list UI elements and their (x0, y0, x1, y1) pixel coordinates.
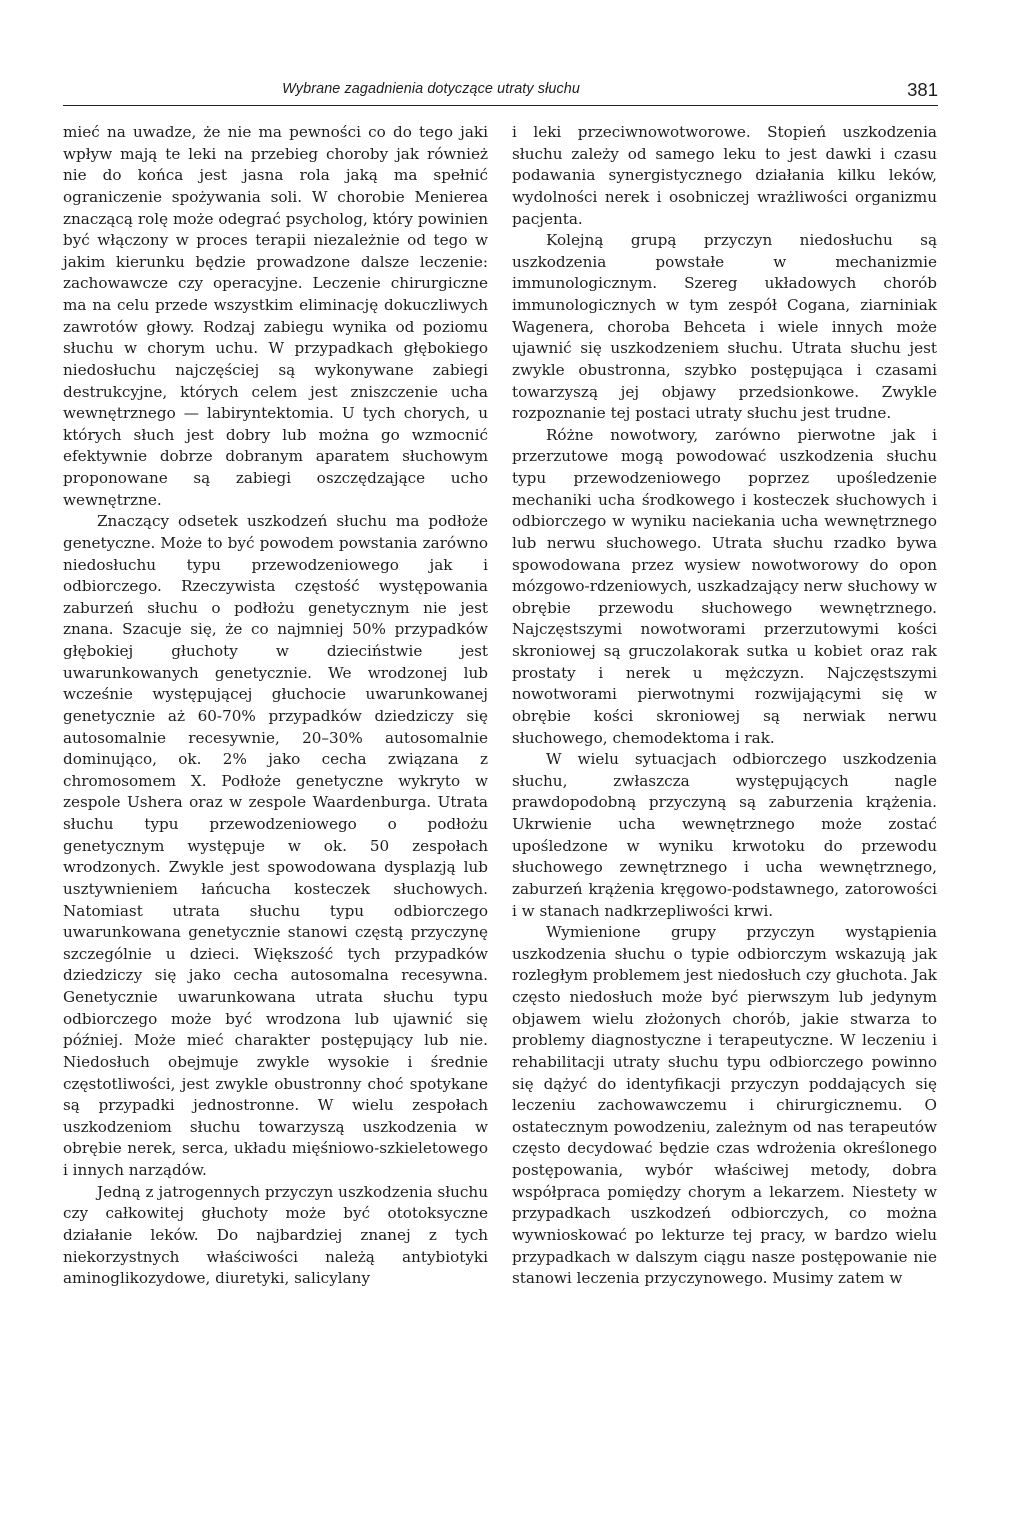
paragraph: Kolejną grupą przyczyn niedosłuchu są uszkodzenia powstałe w mechanizmie immunologicznym. Szereg układowych chorób immunologicznych w tym zespół Cogana, ziarniniak Wagenera, choroba Behceta i wiele innych może ujawnić się uszkodzeniem słuchu. Utrata słuchu jest zwykle obustronna, szybko postępująca i czasami towarzyszą jej objawy przedsionkowe. Zwykle rozpoznanie tej postaci utraty słuchu jest trudne. (512, 231, 937, 423)
running-title: Wybrane zagadnienia dotyczące utraty słuchu (282, 81, 580, 97)
paragraph: Wymienione grupy przyczyn wystąpienia uszkodzenia słuchu o typie odbiorczym wskazują jak rozległym problemem jest niedosłuch czy głuchota. Jak często niedosłuch może być pierwszym lub jedynym objawem wielu złożonych chorób, jakie stwarza to problemy diagnostyczne i terapeutyczne. W leczeniu i rehabilitacji utraty słuchu typu odbiorczego powinno się dążyć do identyfikacji przyczyn poddających się leczeniu zachowawczemu i chirurgicznemu. O ostatecznym powodzeniu, zależnym od nas terapeutów często decydować będzie czas wdrożenia określonego postępowania, wybór właściwej metody, dobra współpraca pomiędzy chorym a lekarzem. Niestety w przypadkach uszkodzeń odbiorczych, co można wywnioskować po lekturze tej pracy, w bardzo wielu przypadkach w dalszym ciągu nasze postępowanie nie stanowi leczenia przyczynowego. Musimy zatem w (512, 923, 937, 1288)
paragraph: Jedną z jatrogennych przyczyn uszkodzenia słuchu czy całkowitej głuchoty może być ototoksyczne działanie leków. Do najbardziej znanej z tych niekorzystnych właściwości należą antybiotyki aminoglikozydowe, diuretyki, salicylany (63, 1182, 488, 1288)
paragraph: mieć na uwadze, że nie ma pewności co do tego jaki wpływ mają te leki na przebieg choroby jak również nie do końca jest jasna rola jaką ma spełnić ograniczenie spożywania soli. W chorobie Menierea znaczącą rolę może odegrać psycholog, który powinien być włączony w proces terapii niezależnie od tego w jakim kierunku będzie prowadzone dalsze leczenie: zachowawcze czy operacyjne. Leczenie chirurgiczne ma na celu przede wszystkim eliminację dokuczliwych zawrotów głowy. Rodzaj zabiegu wynika od poziomu słuchu w chorym uchu. W przypadkach głębokiego niedosłuchu najczęściej są wykonywane zabiegi destrukcyjne, których celem jest zniszczenie ucha wewnętrznego — labiryntektomia. U tych chorych, u których słuch jest dobry lub można go wzmocnić efektywnie dobrze dobranym aparatem słuchowym proponowane są zabiegi oszczędzające ucho wewnętrzne. (63, 123, 488, 509)
paragraph: Znaczący odsetek uszkodzeń słuchu ma podłoże genetyczne. Może to być powodem powstania zarówno niedosłuchu typu przewodzeniowego jak i odbiorczego. Rzeczywista częstość występowania zaburzeń słuchu o podłożu genetycznym nie jest znana. Szacuje się, że co najmniej 50% przypadków głębokiej głuchoty w dzieciństwie jest uwarunkowanych genetycznie. We wrodzonej lub wcześnie występującej głuchocie uwarunkowanej genetycznie aż 60-70% przypadków dziedziczy się autosomalnie recesywnie, 20–30% autosomalnie dominująco, ok. 2% jako cecha związana z chromosomem X. Podłoże genetyczne wykryto w zespole Ushera oraz w zespole Waardenburga. Utrata słuchu typu przewodzeniowego o podłożu genetycznym występuje w ok. 50 zespołach wrodzonych. Zwykle jest spowodowana dysplazją lub usztywnieniem łańcucha kosteczek słuchowych. Natomiast utrata słuchu typu odbiorczego uwarunkowana genetycznie stanowi częstą przyczynę szczególnie u dzieci. Większość tych przypadków dziedziczy się jako cecha autosomalna recesywna. Genetycznie uwarunkowana utrata słuchu typu odbiorczego może być wrodzona lub ujawnić się później. Może mieć charakter postępujący lub nie. Niedosłuch obejmuje zwykle wysokie i średnie częstotliwości, jest zwykle obustronny choć spotykane są przypadki jednostronne. W wielu zespołach uszkodzeniom słuchu towarzyszą uszkodzenia w obrębie nerek, serca, układu mięśniowo-szkieletowego i innych narządów. (63, 512, 488, 1179)
page-number: 381 (907, 79, 938, 100)
paragraph: W wielu sytuacjach odbiorczego uszkodzenia słuchu, zwłaszcza występujących nagle prawdopodobną przyczyną są zaburzenia krążenia. Ukrwienie ucha wewnętrznego może zostać upośledzone w wyniku krwotoku do przewodu słuchowego zewnętrznego i ucha wewnętrznego, zaburzeń krążenia kręgowo-podstawnego, zatorowości i w stanach nadkrzepliwości krwi. (512, 750, 937, 920)
running-header (63, 79, 938, 106)
left-text-column (63, 122, 488, 1290)
paragraph: Różne nowotwory, zarówno pierwotne jak i przerzutowe mogą powodować uszkodzenia słuchu typu przewodzeniowego poprzez upośledzenie mechaniki ucha środkowego i kosteczek słuchowych i odbiorczego w wyniku naciekania ucha wewnętrznego lub nerwu słuchowego. Utrata słuchu rzadko bywa spowodowana przez wysiew nowotworowy do opon mózgowo-rdzeniowych, uszkadzający nerw słuchowy w obrębie przewodu słuchowego wewnętrznego. Najczęstszymi nowotworami przerzutowymi kości skroniowej są gruczolakorak sutka u kobiet oraz rak prostaty i nerek u mężczyzn. Najczęstszymi nowotworami pierwotnymi rozwijającymi się w obrębie kości skroniowej są nerwiak nerwu słuchowego, chemodektoma i rak. (512, 425, 937, 747)
paragraph: i leki przeciwnowotworowe. Stopień uszkodzenia słuchu zależy od samego leku to jest dawki i czasu podawania synergistycznego działania kilku leków, wydolności nerek i osobniczej wrażliwości organizmu pacjenta. (512, 123, 937, 228)
right-text-column (512, 122, 937, 1290)
